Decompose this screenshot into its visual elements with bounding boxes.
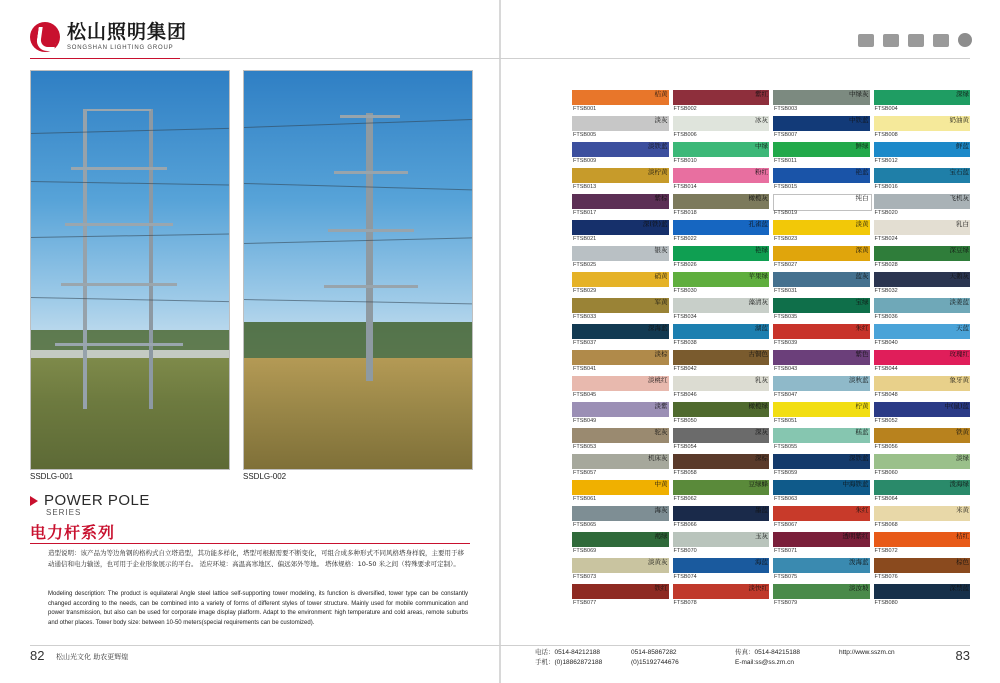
swatch-code: FTSB037 [573,340,597,346]
color-swatch [874,116,971,140]
swatch-code: FTSB038 [673,340,697,346]
color-swatch [874,506,971,530]
swatch-code: FTSB068 [874,522,898,528]
swatch-name: 米黄 [956,506,969,514]
swatch-code: FTSB039 [774,340,798,346]
color-swatch [773,246,870,270]
swatch-code: FTSB012 [874,158,898,164]
swatch-name: 天鹅灰 [949,272,969,280]
color-swatch [572,402,669,426]
color-swatch [572,532,669,556]
swatch-code: FTSB026 [673,262,697,268]
swatch-name: 紫红 [755,90,768,98]
swatch-code: FTSB047 [774,392,798,398]
title-underline [30,543,470,544]
ground-region [31,358,229,469]
swatch-name: 乳白 [956,220,969,228]
swatch-name: 藻清灰 [748,298,768,306]
color-swatch [773,116,870,140]
color-swatch [572,480,669,504]
triangle-bullet-icon [30,496,38,506]
color-swatch [874,480,971,504]
color-swatch [673,428,770,452]
swatch-code: FTSB050 [673,418,697,424]
swatch-code: FTSB023 [774,236,798,242]
swatch-code: FTSB074 [673,574,697,580]
swatch-name: 铁黄 [956,428,969,436]
header-icon-3 [908,34,924,47]
color-swatch [572,584,669,608]
color-swatch [572,90,669,114]
swatch-name: 古铜色 [748,350,768,358]
color-swatch [874,298,971,322]
color-swatch [773,506,870,530]
tower-crossarm-3 [61,283,177,286]
swatch-code: FTSB073 [573,574,597,580]
color-swatch [572,454,669,478]
swatch-code: FTSB035 [774,314,798,320]
swatch-code: FTSB065 [573,522,597,528]
swatch-name: 硝黄 [654,272,668,280]
sky-region [31,71,229,358]
color-swatch [874,558,971,582]
footer-fax: 传真：0514-84215188 [735,649,801,656]
product-title-row [30,492,150,509]
swatch-code: FTSB007 [774,132,798,138]
color-swatch [874,350,971,374]
color-swatch [874,142,971,166]
swatch-name: 淡铁蓝 [648,142,668,150]
tower-leg-left [83,109,87,409]
swatch-code: FTSB063 [774,496,798,502]
swatch-name: 紫色 [855,350,869,358]
color-swatch [773,350,870,374]
color-swatch [773,584,870,608]
swatch-name: 艳蓝 [855,168,869,176]
swatch-name: 海蓝 [755,558,768,566]
color-swatch [874,168,971,192]
sky-region [244,71,472,358]
swatch-code: FTSB055 [774,444,798,450]
swatch-name: 深豆绿 [949,246,969,254]
swatch-name: 铁红 [654,584,668,592]
swatch-name: 鲜绿 [855,142,869,150]
swatch-code: FTSB034 [673,314,697,320]
footer-tel: 电话：0514-84212188 [535,649,601,656]
swatch-code: FTSB059 [774,470,798,476]
swatch-name: 淡灰 [654,116,668,124]
swatch-name: 棕色 [956,558,969,566]
photo-caption-2: SSDLG-002 [243,472,287,481]
swatch-code: FTSB014 [673,184,697,190]
color-swatch [773,376,870,400]
swatch-code: FTSB044 [874,366,898,372]
color-swatch [773,454,870,478]
swatch-name: 朱红 [855,506,869,514]
swatch-name: 橄榄灰 [748,194,768,202]
color-swatch [773,324,870,348]
swatch-name: 玉灰 [755,532,768,540]
swatch-code: FTSB040 [874,340,898,346]
logo-mark-icon [30,22,60,52]
swatch-name: 海灰 [654,506,668,514]
swatch-name: 泼海蓝 [849,558,869,566]
color-swatch [673,220,770,244]
swatch-name: 糕蓝 [855,428,869,436]
swatch-code: FTSB029 [573,288,597,294]
page-spine [499,0,501,683]
swatch-code: FTSB002 [673,106,697,112]
color-swatch [773,428,870,452]
swatch-name: 深灰 [755,428,768,436]
swatch-code: FTSB057 [573,470,597,476]
footer-tagline: 松山光文化 助农更辉煌 [56,653,129,661]
color-swatch [673,506,770,530]
swatch-name: 淡桃红 [648,376,668,384]
tower-crossarm-4 [55,343,183,346]
swatch-code: FTSB061 [573,496,597,502]
swatch-name: 玫瑰红 [949,350,969,358]
color-swatch [773,402,870,426]
color-swatch [773,194,870,218]
swatch-code: FTSB046 [673,392,697,398]
swatch-code: FTSB079 [774,600,798,606]
color-swatch [572,298,669,322]
color-swatch [773,90,870,114]
color-swatch [572,350,669,374]
pole-crossarm-1 [334,171,408,174]
color-swatch [874,220,971,244]
swatch-name: 深棕 [755,454,768,462]
color-swatch [673,532,770,556]
swatch-code: FTSB048 [874,392,898,398]
footer-mobile: 手机：(0)18862872188 [535,659,603,667]
color-swatch [773,480,870,504]
swatch-name: 中铁蓝 [849,116,869,124]
color-swatch [572,428,669,452]
header-icon-5 [958,33,972,47]
swatch-name: 深海蓝 [648,324,668,332]
swatch-name: 淡黄 [855,220,869,228]
swatch-name: 粉红 [755,168,768,176]
swatch-code: FTSB022 [673,236,697,242]
tower-leg-right [149,109,153,409]
swatch-name: 淡秋蓝 [849,376,869,384]
swatch-name: 褐绿 [654,532,668,540]
swatch-code: FTSB033 [573,314,597,320]
product-title-cn: 电力杆系列 [30,523,116,542]
swatch-code: FTSB005 [573,132,597,138]
swatch-name: 艳绿 [755,246,768,254]
product-description-cn: 造型说明：该产品为等边角钢的格构式自立塔造型，其功能多样化，塔型可根据需要不断变化，可组合成多种形式不同风格塔身样貌，主要用于移动通信和电力输送，也可用于企业形象展示的平台。 适应环境：高温高寒地区、偏远郊外等地。 塔体规格：10-50 米之间（特殊要求可定制）。 [48,549,464,569]
swatch-code: FTSB016 [874,184,898,190]
product-title-en: POWER POLE [44,492,150,509]
swatch-code: FTSB072 [874,548,898,554]
swatch-code: FTSB075 [774,574,798,580]
swatch-code: FTSB024 [874,236,898,242]
color-swatch [572,272,669,296]
swatch-name: 天蓝 [956,324,969,332]
pole-crossarm-3 [324,285,418,288]
color-swatch [673,298,770,322]
color-swatch [572,506,669,530]
swatch-name: 苹果绿 [748,272,768,280]
swatch-code: FTSB052 [874,418,898,424]
swatch-name: 银灰 [654,246,668,254]
swatch-code: FTSB064 [874,496,898,502]
swatch-name: 宝绿 [855,298,869,306]
swatch-code: FTSB010 [673,158,697,164]
footer-email[interactable]: E-mail:ss@ss.zm.cn [735,659,794,667]
swatch-name: 淡棕 [654,350,668,358]
swatch-code: FTSB042 [673,366,697,372]
color-swatch [572,142,669,166]
swatch-code: FTSB018 [673,210,697,216]
color-swatch [874,376,971,400]
swatch-name: 中海铁蓝 [842,480,869,488]
swatch-name: 深禁蓝 [949,584,969,592]
color-swatch [874,246,971,270]
header-icon-1 [858,34,874,47]
color-swatch [673,376,770,400]
swatch-code: FTSB025 [573,262,597,268]
color-swatch-grid [572,90,970,608]
swatch-code: FTSB003 [774,106,798,112]
color-swatch [572,168,669,192]
swatch-name: 豆绿蜂 [748,480,768,488]
color-swatch [673,142,770,166]
color-swatch [874,272,971,296]
header-icon-2 [883,34,899,47]
swatch-code: FTSB071 [774,548,798,554]
page-number-right: 83 [955,648,970,663]
swatch-code: FTSB053 [573,444,597,450]
swatch-code: FTSB001 [573,106,597,112]
brand-logo [30,22,187,52]
swatch-code: FTSB006 [673,132,697,138]
swatch-name: 淡姜蓝 [949,298,969,306]
color-swatch [874,324,971,348]
color-swatch [874,532,971,556]
color-swatch [572,246,669,270]
swatch-code: FTSB069 [573,548,597,554]
ground-region [244,358,472,469]
color-swatch [673,584,770,608]
swatch-name: 橄榄绿 [748,402,768,410]
swatch-name: 墨蓝 [755,506,768,514]
footer-mobile2: (0)15192744676 [631,659,679,667]
footer-divider [30,645,970,646]
swatch-code: FTSB058 [673,470,697,476]
color-swatch [874,90,971,114]
color-swatch [773,298,870,322]
color-swatch [673,480,770,504]
swatch-code: FTSB066 [673,522,697,528]
swatch-name: 淡快红 [748,584,768,592]
swatch-name: 淡汝坡 [849,584,869,592]
swatch-code: FTSB031 [774,288,798,294]
steel-pole-photo [243,70,473,470]
swatch-name: 象牙黄 [949,376,969,384]
swatch-name: 朱红 [855,324,869,332]
swatch-code: FTSB078 [673,600,697,606]
swatch-name: 孔雀蓝 [748,220,768,228]
footer-tel2: 0514-85867282 [631,649,677,656]
swatch-code: FTSB009 [573,158,597,164]
tower-crossarm-top [87,109,151,111]
color-swatch [673,402,770,426]
steel-pole-shaft [366,113,373,381]
color-swatch [572,220,669,244]
swatch-code: FTSB067 [774,522,798,528]
brand-name-en: SONGSHAN LIGHTING GROUP [67,45,174,51]
swatch-code: FTSB015 [774,184,798,190]
color-swatch [673,168,770,192]
swatch-code: FTSB027 [774,262,798,268]
swatch-name: 中黄 [654,480,668,488]
color-swatch [874,584,971,608]
swatch-code: FTSB032 [874,288,898,294]
swatch-name: 宝石蓝 [949,168,969,176]
color-swatch [572,194,669,218]
swatch-code: FTSB011 [774,158,797,164]
color-swatch [572,324,669,348]
swatch-code: FTSB017 [573,210,597,216]
treeline [244,322,472,358]
swatch-name: 柠黄 [855,402,869,410]
swatch-name: 淡绿 [956,454,969,462]
swatch-code: FTSB080 [874,600,898,606]
swatch-code: FTSB030 [673,288,697,294]
swatch-name: 中绿 [755,142,768,150]
swatch-code: FTSB008 [874,132,898,138]
swatch-name: 湖蓝 [755,324,768,332]
header-icon-row [858,33,972,47]
lattice-steel-tower-photo [30,70,230,470]
color-swatch [673,324,770,348]
swatch-code: FTSB062 [673,496,697,502]
swatch-code: FTSB036 [874,314,898,320]
swatch-code: FTSB041 [573,366,597,372]
color-swatch [773,558,870,582]
swatch-code: FTSB076 [874,574,898,580]
swatch-name: 透明紫红 [842,532,869,540]
page-number-left: 82 [30,648,45,663]
swatch-name: 奶油黄 [949,116,969,124]
swatch-name: 鲜蓝 [956,142,969,150]
product-series-label: SERIES [46,508,82,517]
swatch-name: 桔黄 [654,90,668,98]
color-swatch [874,194,971,218]
swatch-code: FTSB054 [673,444,697,450]
color-swatch [673,90,770,114]
color-swatch [673,116,770,140]
footer-website[interactable]: http://www.sszm.cn [839,649,895,656]
swatch-name: 桔红 [956,532,969,540]
color-swatch [874,454,971,478]
swatch-code: FTSB045 [573,392,597,398]
swatch-name: 泼海绿 [949,480,969,488]
swatch-code: FTSB060 [874,470,898,476]
swatch-name: 淡柠黄 [648,168,668,176]
swatch-name: 深黄 [855,246,869,254]
product-description-en: Modeling description: The product is equilateral Angle steel lattice self-supporting tower modeling, its function is diversified, tower type can be constantly changed according to the needs, can be combined into a variety of forms of different styles of tower structure. Mainly used for mobile communication and power transmission, but also can be used for corporate image display platform. Adapt to the environment: high temperature and cold areas, remote suburbs and other places. Tower body size: between 10-50 meters(special requirements can be customized). [48,591,468,626]
swatch-name: 飞机灰 [949,194,969,202]
swatch-code: FTSB021 [573,236,597,242]
swatch-name: 深(铁)蓝 [642,220,668,228]
footer-contacts [535,648,955,668]
pole-crossarm-2 [328,229,414,232]
color-swatch [773,220,870,244]
swatch-name: 紫棕 [654,194,668,202]
tower-crossarm-1 [71,167,167,170]
swatch-name: 乳灰 [755,376,768,384]
color-swatch [673,350,770,374]
photo-caption-1: SSDLG-001 [30,472,74,481]
swatch-name: 纯白 [855,194,869,202]
header-accent-rule [30,58,180,59]
swatch-code: FTSB028 [874,262,898,268]
swatch-name: 冰灰 [755,116,768,124]
swatch-code: FTSB004 [874,106,898,112]
swatch-name: 军黄 [654,298,668,306]
swatch-code: FTSB051 [774,418,798,424]
color-swatch [773,532,870,556]
pole-crossarm-top [340,115,400,118]
swatch-name: 中绿灰 [849,90,869,98]
color-swatch [572,376,669,400]
swatch-name: 机床灰 [648,454,668,462]
color-swatch [874,402,971,426]
swatch-name: 深铁蓝 [849,454,869,462]
color-swatch [773,168,870,192]
swatch-name: 驼灰 [654,428,668,436]
tower-crossarm-2 [65,223,173,226]
swatch-name: 淡紫 [654,402,668,410]
color-swatch [673,558,770,582]
color-swatch [673,454,770,478]
swatch-code: FTSB019 [774,210,798,216]
color-swatch [673,246,770,270]
color-swatch [673,272,770,296]
swatch-code: FTSB013 [573,184,597,190]
swatch-name: 深绿 [956,90,969,98]
swatch-name: 中(鼠)蓝 [944,402,969,410]
swatch-code: FTSB070 [673,548,697,554]
color-swatch [572,116,669,140]
brand-name-cn: 松山照明集团 [67,21,188,43]
color-swatch [572,558,669,582]
color-swatch [773,142,870,166]
swatch-code: FTSB020 [874,210,898,216]
header-icon-4 [933,34,949,47]
swatch-name: 淡黄灰 [648,558,668,566]
swatch-code: FTSB049 [573,418,597,424]
color-swatch [773,272,870,296]
swatch-code: FTSB043 [774,366,798,372]
color-swatch [874,428,971,452]
swatch-code: FTSB077 [573,600,597,606]
swatch-code: FTSB056 [874,444,898,450]
color-swatch [673,194,770,218]
swatch-name: 蓝灰 [855,272,869,280]
